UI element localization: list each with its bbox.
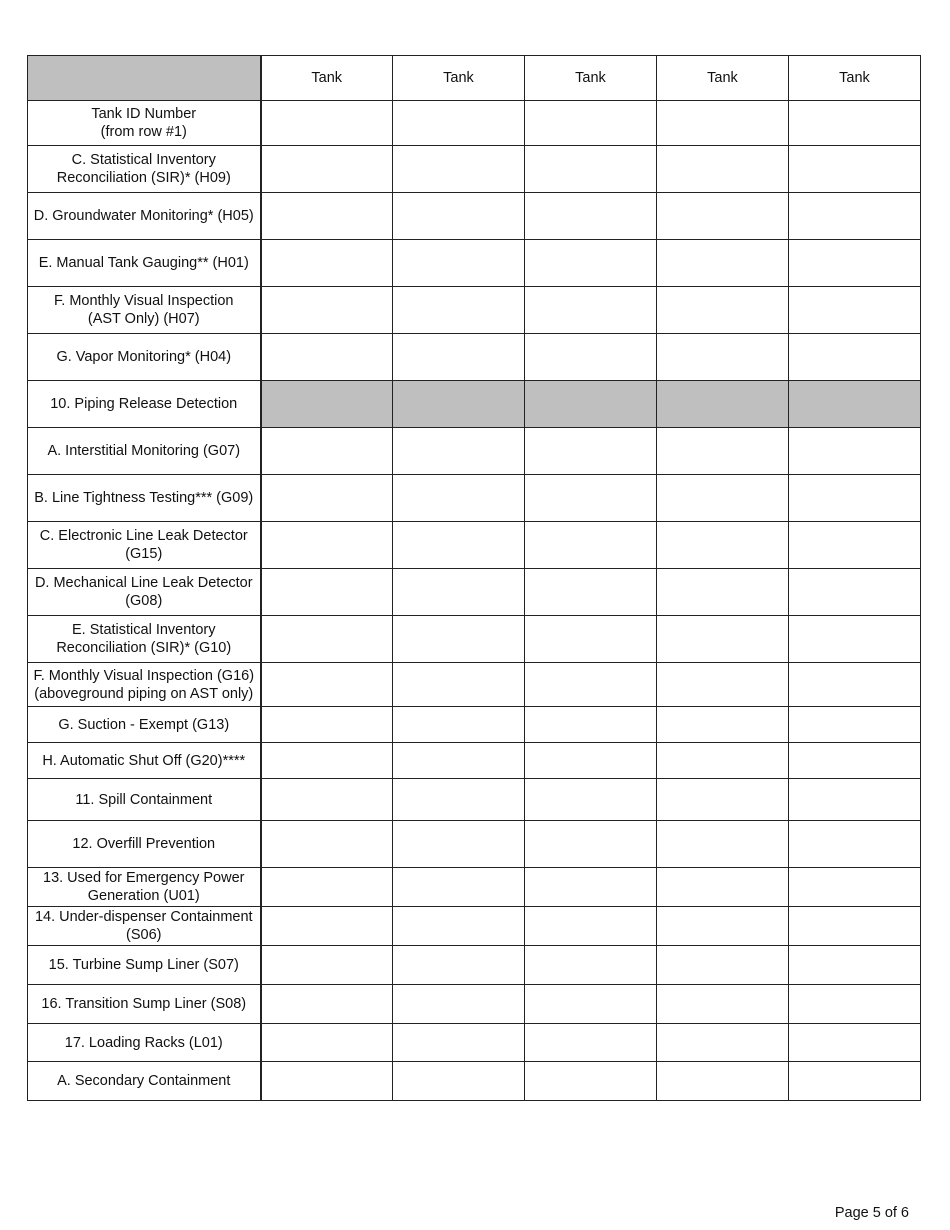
tank-entry-cell[interactable] — [261, 569, 393, 616]
tank-entry-cell[interactable] — [789, 287, 921, 334]
tank-entry-cell[interactable] — [393, 707, 525, 743]
tank-entry-cell[interactable] — [525, 475, 657, 522]
shaded-cell — [393, 381, 525, 428]
row-label: Tank ID Number (from row #1) — [28, 101, 261, 146]
tank-entry-cell[interactable] — [261, 193, 393, 240]
tank-entry-cell[interactable] — [789, 707, 921, 743]
tank-entry-cell[interactable] — [261, 985, 393, 1024]
tank-entry-cell[interactable] — [525, 779, 657, 821]
tank-entry-cell[interactable] — [261, 663, 393, 707]
tank-entry-cell[interactable] — [789, 101, 921, 146]
tank-entry-cell[interactable] — [261, 707, 393, 743]
tank-entry-cell[interactable] — [789, 779, 921, 821]
tank-entry-cell[interactable] — [789, 946, 921, 985]
tank-entry-cell[interactable] — [657, 663, 789, 707]
row-label: G. Vapor Monitoring* (H04) — [28, 334, 261, 381]
row-label: A. Interstitial Monitoring (G07) — [28, 428, 261, 475]
tank-entry-cell[interactable] — [789, 193, 921, 240]
row-label: C. Electronic Line Leak Detector (G15) — [28, 522, 261, 569]
tank-entry-cell[interactable] — [393, 779, 525, 821]
tank-entry-cell[interactable] — [393, 240, 525, 287]
tank-entry-cell[interactable] — [261, 616, 393, 663]
tank-entry-cell[interactable] — [393, 1062, 525, 1101]
header-corner-cell — [28, 56, 261, 101]
tank-entry-cell[interactable] — [657, 193, 789, 240]
table-row — [28, 821, 921, 868]
tank-header: Tank — [261, 56, 393, 101]
tank-entry-cell[interactable] — [393, 475, 525, 522]
tank-entry-cell[interactable] — [393, 287, 525, 334]
tank-entry-cell[interactable] — [261, 946, 393, 985]
tank-entry-cell[interactable] — [525, 193, 657, 240]
tank-entry-cell[interactable] — [393, 522, 525, 569]
tank-entry-cell[interactable] — [657, 569, 789, 616]
tank-entry-cell[interactable] — [657, 522, 789, 569]
table-row — [28, 146, 921, 193]
row-label: G. Suction - Exempt (G13) — [28, 707, 261, 743]
table-row — [28, 907, 921, 946]
tank-entry-cell[interactable] — [393, 569, 525, 616]
tank-entry-cell[interactable] — [525, 146, 657, 193]
tank-entry-cell[interactable] — [261, 334, 393, 381]
tank-release-detection-table — [27, 55, 921, 1101]
row-label: 16. Transition Sump Liner (S08) — [28, 985, 261, 1024]
table-row — [28, 616, 921, 663]
tank-entry-cell[interactable] — [789, 743, 921, 779]
table-row — [28, 101, 921, 146]
tank-entry-cell[interactable] — [657, 907, 789, 946]
row-label: H. Automatic Shut Off (G20)**** — [28, 743, 261, 779]
row-label: E. Statistical Inventory Reconciliation (SIR)* (G10) — [28, 616, 261, 663]
tank-entry-cell[interactable] — [525, 1062, 657, 1101]
tank-entry-cell[interactable] — [261, 522, 393, 569]
row-label: 10. Piping Release Detection — [28, 381, 261, 428]
tank-entry-cell[interactable] — [789, 616, 921, 663]
tank-entry-cell[interactable] — [789, 1024, 921, 1062]
table-row — [28, 743, 921, 779]
tank-entry-cell[interactable] — [525, 1024, 657, 1062]
tank-entry-cell[interactable] — [789, 821, 921, 868]
tank-entry-cell[interactable] — [657, 821, 789, 868]
tank-entry-cell[interactable] — [525, 907, 657, 946]
table-row — [28, 428, 921, 475]
table-row — [28, 381, 921, 428]
tank-entry-cell[interactable] — [261, 1062, 393, 1101]
table-body — [28, 101, 921, 1101]
tank-entry-cell[interactable] — [525, 663, 657, 707]
tank-entry-cell[interactable] — [657, 146, 789, 193]
tank-entry-cell[interactable] — [525, 334, 657, 381]
tank-entry-cell[interactable] — [525, 240, 657, 287]
tank-entry-cell[interactable] — [657, 946, 789, 985]
shaded-cell — [789, 381, 921, 428]
row-label: 17. Loading Racks (L01) — [28, 1024, 261, 1062]
tank-header: Tank — [393, 56, 525, 101]
table-row — [28, 287, 921, 334]
tank-entry-cell[interactable] — [261, 907, 393, 946]
row-label: C. Statistical Inventory Reconciliation (SIR)* (H09) — [28, 146, 261, 193]
row-label: 15. Turbine Sump Liner (S07) — [28, 946, 261, 985]
row-label: 14. Under-dispenser Containment (S06) — [28, 907, 261, 946]
tank-entry-cell[interactable] — [261, 428, 393, 475]
tank-entry-cell[interactable] — [261, 146, 393, 193]
table-row — [28, 868, 921, 907]
tank-entry-cell[interactable] — [789, 1062, 921, 1101]
tank-entry-cell[interactable] — [657, 475, 789, 522]
tank-entry-cell[interactable] — [393, 616, 525, 663]
tank-entry-cell[interactable] — [261, 287, 393, 334]
header-row — [28, 56, 921, 101]
table-row — [28, 1024, 921, 1062]
tank-entry-cell[interactable] — [393, 193, 525, 240]
table-row — [28, 569, 921, 616]
tank-header: Tank — [525, 56, 657, 101]
tank-entry-cell[interactable] — [393, 985, 525, 1024]
row-label: E. Manual Tank Gauging** (H01) — [28, 240, 261, 287]
tank-entry-cell[interactable] — [393, 334, 525, 381]
tank-entry-cell[interactable] — [525, 868, 657, 907]
row-label: 12. Overfill Prevention — [28, 821, 261, 868]
tank-entry-cell[interactable] — [393, 1024, 525, 1062]
table-row — [28, 779, 921, 821]
tank-entry-cell[interactable] — [657, 428, 789, 475]
tank-entry-cell[interactable] — [393, 946, 525, 985]
tank-entry-cell[interactable] — [789, 475, 921, 522]
tank-entry-cell[interactable] — [789, 985, 921, 1024]
tank-entry-cell[interactable] — [525, 985, 657, 1024]
table-row — [28, 707, 921, 743]
tank-entry-cell[interactable] — [393, 146, 525, 193]
tank-entry-cell[interactable] — [261, 240, 393, 287]
tank-entry-cell[interactable] — [261, 743, 393, 779]
tank-entry-cell[interactable] — [393, 101, 525, 146]
tank-entry-cell[interactable] — [261, 779, 393, 821]
tank-entry-cell[interactable] — [657, 240, 789, 287]
tank-entry-cell[interactable] — [657, 616, 789, 663]
tank-entry-cell[interactable] — [525, 743, 657, 779]
table-row — [28, 663, 921, 707]
tank-entry-cell[interactable] — [657, 779, 789, 821]
tank-entry-cell[interactable] — [789, 240, 921, 287]
shaded-cell — [657, 381, 789, 428]
tank-header: Tank — [657, 56, 789, 101]
table-row — [28, 985, 921, 1024]
tank-entry-cell[interactable] — [393, 868, 525, 907]
table-row — [28, 193, 921, 240]
tank-entry-cell[interactable] — [657, 1024, 789, 1062]
tank-entry-cell[interactable] — [657, 707, 789, 743]
row-label: D. Groundwater Monitoring* (H05) — [28, 193, 261, 240]
tank-entry-cell[interactable] — [789, 428, 921, 475]
tank-header: Tank — [789, 56, 921, 101]
tank-entry-cell[interactable] — [789, 146, 921, 193]
tank-entry-cell[interactable] — [525, 287, 657, 334]
tank-entry-cell[interactable] — [525, 946, 657, 985]
tank-entry-cell[interactable] — [525, 707, 657, 743]
shaded-cell — [525, 381, 657, 428]
tank-entry-cell[interactable] — [657, 287, 789, 334]
tank-entry-cell[interactable] — [525, 616, 657, 663]
tank-entry-cell[interactable] — [657, 868, 789, 907]
tank-entry-cell[interactable] — [657, 101, 789, 146]
row-label: 11. Spill Containment — [28, 779, 261, 821]
tank-entry-cell[interactable] — [261, 1024, 393, 1062]
row-label: 13. Used for Emergency Power Generation (U01) — [28, 868, 261, 907]
tank-entry-cell[interactable] — [525, 821, 657, 868]
tank-entry-cell[interactable] — [261, 821, 393, 868]
tank-entry-cell[interactable] — [657, 1062, 789, 1101]
tank-entry-cell[interactable] — [789, 569, 921, 616]
tank-entry-cell[interactable] — [657, 985, 789, 1024]
tank-entry-cell[interactable] — [789, 907, 921, 946]
tank-entry-cell[interactable] — [525, 522, 657, 569]
tank-entry-cell[interactable] — [261, 475, 393, 522]
row-label: A. Secondary Containment — [28, 1062, 261, 1101]
row-label: F. Monthly Visual Inspection (AST Only) (H07) — [28, 287, 261, 334]
tank-entry-cell[interactable] — [393, 663, 525, 707]
row-label: F. Monthly Visual Inspection (G16) (aboveground piping on AST only) — [28, 663, 261, 707]
tank-entry-cell[interactable] — [657, 334, 789, 381]
tank-entry-cell[interactable] — [789, 868, 921, 907]
tank-entry-cell[interactable] — [261, 868, 393, 907]
tank-entry-cell[interactable] — [525, 569, 657, 616]
tank-entry-cell[interactable] — [789, 663, 921, 707]
tank-entry-cell[interactable] — [657, 743, 789, 779]
tank-entry-cell[interactable] — [789, 522, 921, 569]
tank-entry-cell[interactable] — [393, 907, 525, 946]
table-row — [28, 1062, 921, 1101]
tank-entry-cell[interactable] — [393, 821, 525, 868]
table-row — [28, 946, 921, 985]
shaded-cell — [261, 381, 393, 428]
tank-entry-cell[interactable] — [393, 743, 525, 779]
tank-entry-cell[interactable] — [261, 101, 393, 146]
tank-entry-cell[interactable] — [525, 101, 657, 146]
page-number: Page 5 of 6 — [834, 1205, 909, 1221]
table-row — [28, 522, 921, 569]
table-row — [28, 475, 921, 522]
tank-entry-cell[interactable] — [393, 428, 525, 475]
table-row — [28, 240, 921, 287]
tank-entry-cell[interactable] — [789, 334, 921, 381]
tank-entry-cell[interactable] — [525, 428, 657, 475]
table-row — [28, 334, 921, 381]
row-label: B. Line Tightness Testing*** (G09) — [28, 475, 261, 522]
row-label: D. Mechanical Line Leak Detector (G08) — [28, 569, 261, 616]
